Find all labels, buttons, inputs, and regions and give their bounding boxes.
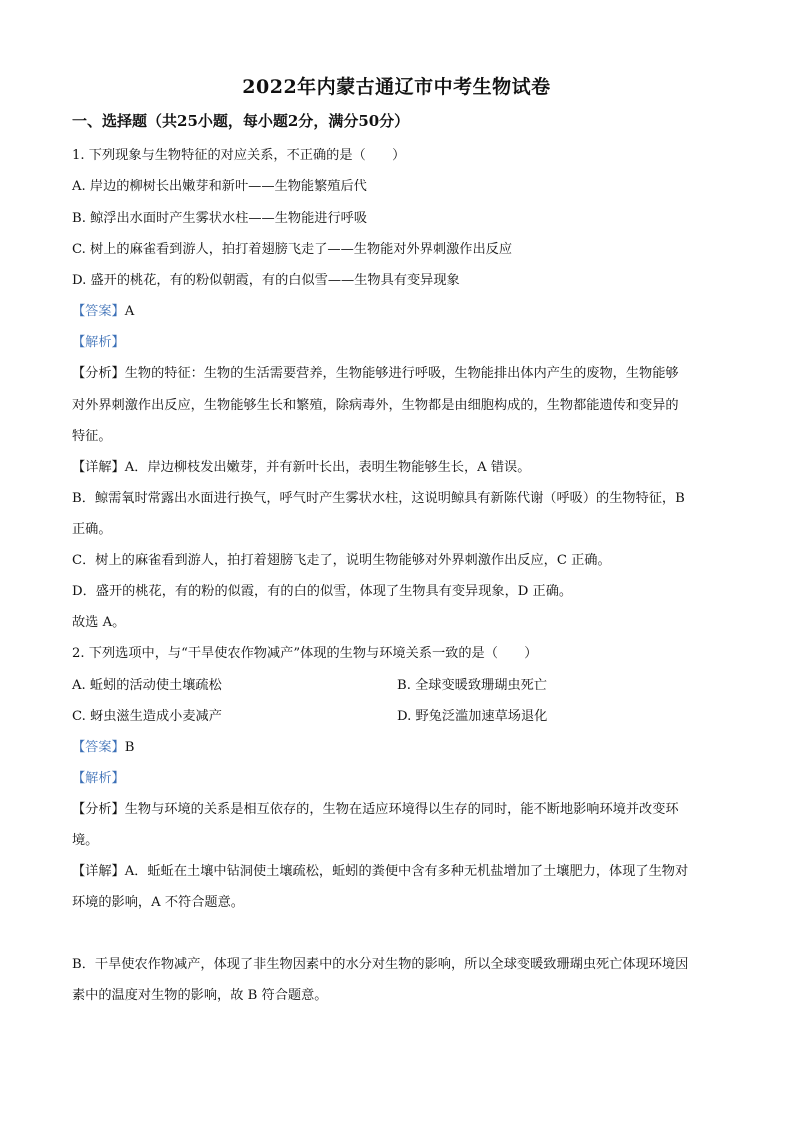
question-1-stem: 1. 下列现象与生物特征的对应关系，不正确的是（ ） [72, 148, 406, 163]
fenxi-text: 生物的特征：生物的生活需要营养，生物能够进行呼吸，生物能排出体内产生的废物，生物能够 [124, 366, 679, 381]
answer-label: 【答案】 [72, 740, 125, 755]
q2-answer [72, 739, 134, 757]
xiangjie-text: A．蚯蚯在土壤中钻洞使土壤疏松，蚯蚓的粪便中含有多种无机盐增加了土壤肥力，体现了生物对 [124, 864, 689, 879]
q1-xiangjie-line-2: B．鲸需氧时常露出水面进行换气，呼气时产生雾状水柱，这说明鲸具有新陈代谢（呼吸）的生物特征，B [72, 491, 685, 506]
xiangjie-label: 【详解】 [72, 864, 125, 879]
answer-label: 【答案】 [72, 304, 125, 319]
q1-option-c: C. 树上的麻雀看到游人，拍打着翅膀飞走了——生物能对外界刺激作出反应 [72, 242, 513, 257]
answer-value: A [124, 304, 135, 319]
q2-fenxi-line-1 [72, 801, 679, 819]
q1-conclusion: 故选 A。 [72, 615, 126, 630]
q2-option-d: D. 野兔泛滥加速草场退化 [397, 709, 548, 724]
q1-analysis-label: 【解析】 [72, 335, 125, 350]
q1-fenxi-line-1 [72, 365, 679, 383]
page-title: 2022年内蒙古通辽市中考生物试卷 [242, 76, 551, 98]
q2-option-b: B. 全球变暖致珊瑚虫死亡 [397, 678, 547, 693]
xiangjie-text: A．岸边柳枝发出嫩芽，并有新叶长出，表明生物能够生长，A 错误。 [124, 460, 531, 475]
q2-xiangjie-line-2: 环境的影响，A 不符合题意。 [72, 895, 244, 910]
fenxi-label: 【分析】 [72, 802, 125, 817]
fenxi-text: 生物与环境的关系是相互依存的，生物在适应环境得以生存的同时，能不断地影响环境并改变环 [124, 802, 679, 817]
answer-value: B [124, 740, 135, 755]
section-heading: 一、选择题（共25小题，每小题2分，满分50分） [72, 112, 410, 130]
q2-xiangjie-line-3: B．干旱使农作物减产，体现了非生物因素中的水分对生物的影响，所以全球变暖致珊瑚虫死亡体现环境因 [72, 957, 689, 972]
fenxi-label: 【分析】 [72, 366, 125, 381]
q1-option-d: D. 盛开的桃花，有的粉似朝霞，有的白似雪——生物具有变异现象 [72, 273, 460, 288]
question-2-stem: 2. 下列选项中，与“干旱使农作物减产”体现的生物与环境关系一致的是（ ） [72, 646, 538, 661]
q2-analysis-label: 【解析】 [72, 771, 125, 786]
q1-xiangjie-line-5: D．盛开的桃花，有的粉的似霞，有的白的似雪，体现了生物具有变异现象，D 正确。 [72, 584, 573, 599]
q1-answer [72, 303, 134, 321]
q2-xiangjie-line-4: 素中的温度对生物的影响，故 B 符合题意。 [72, 988, 328, 1003]
q1-option-a: A. 岸边的柳树长出嫩芽和新叶——生物能繁殖后代 [72, 179, 367, 194]
q2-option-c: C. 蚜虫滋生造成小麦减产 [72, 709, 222, 724]
q2-option-a: A. 蚯蚓的活动使土壤疏松 [72, 678, 222, 693]
q1-fenxi-line-3: 特征。 [72, 429, 112, 444]
q1-xiangjie-line-1 [72, 459, 530, 477]
q1-xiangjie-line-3: 正确。 [72, 522, 112, 537]
q2-xiangjie-line-1 [72, 863, 688, 881]
q1-xiangjie-line-4: C．树上的麻雀看到游人，拍打着翅膀飞走了，说明生物能够对外界刺激作出反应，C 正确。 [72, 553, 611, 568]
q1-option-b: B. 鲸浮出水面时产生雾状水柱——生物能进行呼吸 [72, 211, 368, 226]
xiangjie-label: 【详解】 [72, 460, 125, 475]
q2-fenxi-line-2: 境。 [72, 833, 99, 848]
q1-fenxi-line-2: 对外界刺激作出反应，生物能够生长和繁殖，除病毒外，生物都是由细胞构成的，生物都能遗传和变异的 [72, 398, 679, 413]
